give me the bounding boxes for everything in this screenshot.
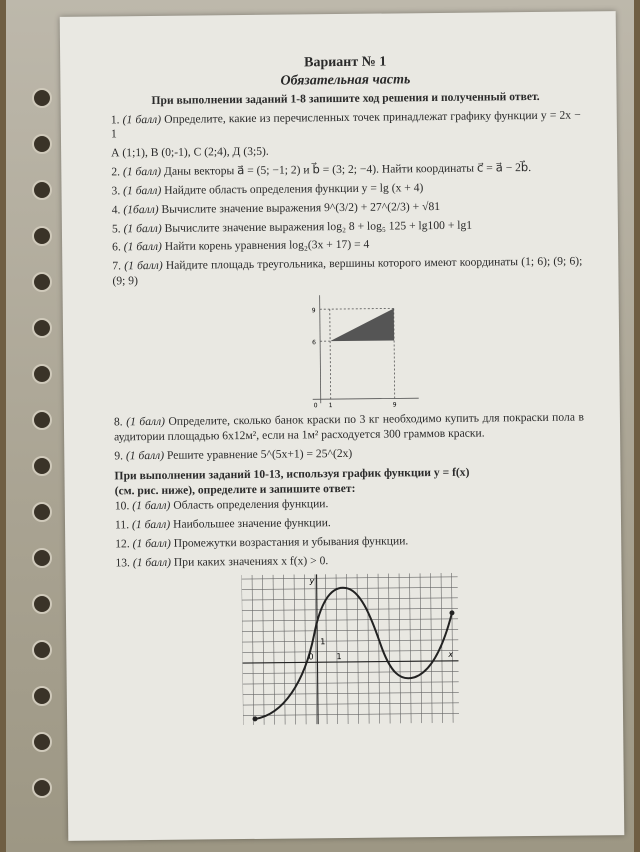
task-item — [111, 142, 581, 162]
task-points: (1 балл) — [123, 240, 162, 254]
section2-heading: При выполнении заданий 10-13, используя график функции y = f(x) — [114, 466, 470, 483]
punch-hole — [32, 640, 52, 660]
task-number: 6. — [112, 240, 121, 254]
grid-line — [243, 693, 459, 695]
task-points: (1 балл) — [131, 517, 171, 532]
task-number: 4. — [111, 203, 121, 217]
grid-line — [347, 574, 349, 724]
unit-label: 1 — [336, 652, 342, 662]
triangle-figure — [298, 290, 429, 409]
task-text: При каких значениях x f(x) > 0. — [173, 553, 329, 569]
punch-hole — [32, 686, 52, 706]
grid-line — [336, 574, 338, 724]
task-text: Определите, сколько банок краски по 3 кг необходимо купить для покраски пола в аудитории площадью 6х12м², если на 1м² расходуется 300 граммов краски. — [114, 410, 585, 444]
task-number: 11. — [114, 518, 130, 532]
task-item — [112, 236, 582, 256]
task-item — [111, 108, 581, 143]
task-number: 3. — [111, 184, 121, 198]
grid-line — [368, 574, 370, 724]
task-item — [114, 410, 584, 445]
axis-label: x — [448, 650, 454, 660]
grid-line — [263, 575, 265, 725]
triangle-shape — [330, 308, 394, 341]
section2-heading-2: (см. рис. ниже), определите и запишите ответ: — [114, 482, 356, 498]
x-axis — [242, 661, 458, 663]
punch-hole — [32, 226, 52, 246]
tick-label: 0 — [313, 402, 318, 410]
function-graph — [242, 573, 464, 725]
grid-line — [273, 575, 275, 725]
task-number: 5. — [111, 221, 121, 236]
grid-line — [242, 619, 458, 621]
grid-line — [389, 574, 391, 724]
task-number: 2. — [111, 165, 121, 179]
task-text: Наибольшее значение функции. — [172, 516, 331, 531]
task-item — [115, 513, 585, 533]
task-points: (1балл) — [123, 202, 159, 217]
grid-line — [252, 575, 254, 725]
task-text: А (1;1), В (0;-1), С (2;4), Д (3;5). — [111, 145, 269, 160]
task-text: Промежутки возрастания и убывания функции. — [173, 534, 409, 550]
sheet-content — [110, 51, 587, 726]
punch-hole — [32, 732, 52, 752]
exam-sheet — [60, 11, 625, 841]
task-text: Найдите площадь треугольника, вершины которого имеют координаты (1; 6); (9; 6); (9; 9) — [112, 254, 583, 288]
task-points: (1 балл) — [125, 448, 165, 462]
punch-hole — [32, 410, 52, 430]
task-item — [111, 179, 581, 199]
punch-hole — [32, 548, 52, 568]
task-points: (1 балл) — [122, 165, 162, 179]
grid-line — [378, 574, 380, 724]
task-points: (1 балл) — [132, 555, 172, 569]
grid-line — [243, 714, 459, 716]
task-item — [112, 217, 582, 237]
punch-hole — [32, 594, 52, 614]
grid-line — [452, 573, 454, 723]
punch-hole — [32, 502, 52, 522]
axis-label: y — [309, 576, 315, 586]
grid-line — [242, 577, 458, 579]
task-number: 12. — [115, 536, 130, 551]
tick-label: 1 — [328, 402, 333, 410]
grid-line — [420, 574, 422, 724]
grid-line — [431, 573, 433, 723]
task-number: 8. — [113, 415, 123, 429]
task-number: 7. — [112, 259, 122, 273]
task-points: (1 балл) — [132, 498, 171, 513]
punch-hole — [32, 88, 52, 108]
tick-label: 9 — [392, 401, 397, 409]
grid-line — [242, 651, 458, 653]
origin-label: 0 — [308, 652, 314, 662]
endpoint — [449, 611, 454, 616]
punch-hole — [32, 134, 52, 154]
task-item — [112, 255, 582, 290]
punch-hole — [32, 272, 52, 292]
tick-label: 9 — [311, 307, 316, 315]
grid-line — [242, 630, 458, 632]
grid-line — [242, 640, 458, 642]
variant-title: Вариант № 1 — [304, 54, 387, 71]
grid-line — [243, 703, 459, 705]
task-points: (1 балл) — [126, 414, 166, 429]
punch-holes — [32, 88, 50, 824]
grid-line — [294, 575, 296, 725]
punch-hole — [32, 364, 52, 384]
task-number: 13. — [115, 555, 130, 569]
task-number: 1. — [110, 112, 120, 127]
task-number: 10. — [114, 499, 130, 513]
grid-line — [242, 598, 458, 600]
task-text: Решите уравнение 5^(5x+1) = 25^(2x) — [166, 446, 353, 462]
grid-line — [399, 574, 401, 724]
guide-line — [320, 308, 394, 309]
x-axis — [313, 398, 419, 399]
task-text: Найдите область определения функции y = lg (x + 4) — [164, 181, 424, 197]
task-points: (1 балл) — [132, 536, 171, 550]
task-points: (1 балл) — [123, 221, 162, 235]
task-list-3 — [115, 495, 586, 571]
task-item — [115, 551, 585, 571]
y-axis — [317, 575, 319, 725]
punch-hole — [32, 456, 52, 476]
task-points: (1 балл) — [123, 183, 162, 198]
punch-hole — [32, 318, 52, 338]
y-axis — [320, 295, 321, 403]
task-points: (1 балл) — [122, 112, 162, 126]
grid-line — [242, 575, 244, 725]
instructions: При выполнении заданий 1-8 запишите ход решения и полученный ответ. — [151, 89, 540, 107]
task-list — [111, 108, 583, 289]
task-item — [112, 198, 582, 218]
grid-line — [441, 573, 443, 723]
task-text: Вычислите значение выражения log₂ 8 + log₅ 125 + lg100 + lg1 — [164, 218, 473, 235]
task-item — [115, 532, 585, 552]
grid-line — [242, 609, 458, 611]
task-text: Найти корень уравнения log₂(3x + 17) = 4 — [164, 238, 370, 254]
task-text: Область определения функции. — [173, 497, 329, 512]
task-text: Вычислите значение выражения 9^(3/2) + 27^(2/3) + √81 — [161, 199, 441, 216]
unit-label: 1 — [320, 637, 326, 647]
punch-hole — [32, 180, 52, 200]
task-points: (1 балл) — [124, 259, 163, 273]
task-item — [111, 161, 581, 181]
grid-line — [243, 682, 459, 684]
punch-hole — [32, 778, 52, 798]
grid-line — [305, 575, 307, 725]
task-text: Даны векторы a⃗ = (5; −1; 2) и b⃗ = (3; 2; −4). Найти координаты c⃗ = a⃗ − 2b⃗. — [163, 161, 532, 178]
task-text: Определите, какие из перечисленных точек принадлежат графику функции y = 2x − 1 — [110, 108, 581, 141]
guide-line — [330, 309, 331, 399]
grid-line — [410, 574, 412, 724]
task-item — [114, 444, 584, 464]
section-subtitle: Обязательная часть — [280, 72, 411, 89]
grid-line — [243, 672, 459, 674]
task-number: 9. — [114, 448, 124, 462]
tick-label: 6 — [312, 339, 316, 347]
task-list-2 — [114, 410, 584, 463]
